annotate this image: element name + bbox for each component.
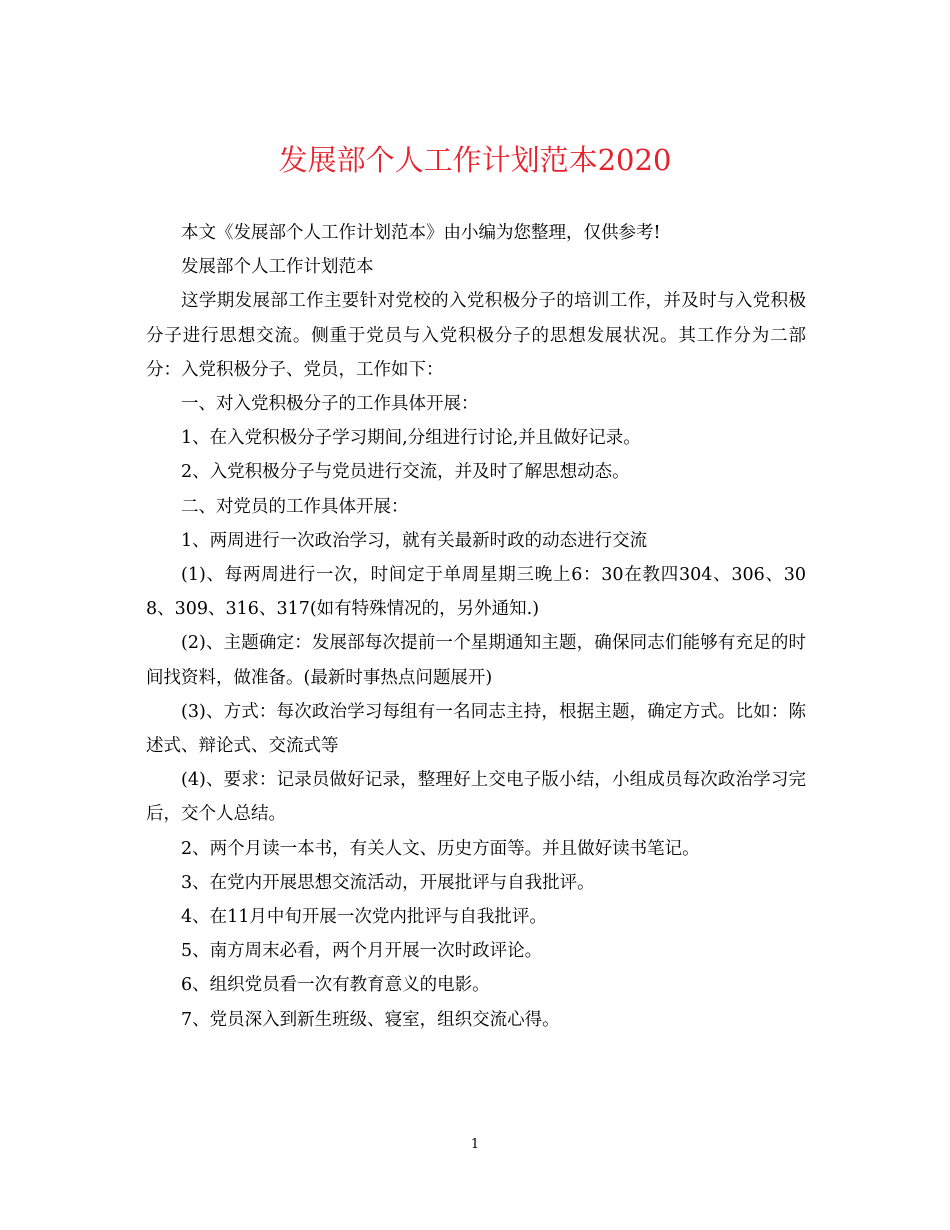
list-item: 3、在党内开展思想交流活动，开展批评与自我批评。	[181, 872, 595, 893]
list-item: 2、两个月读一本书，有关人文、历史方面等。并且做好读书笔记。	[181, 838, 700, 859]
intro-paragraph: 本文《发展部个人工作计划范本》由小编为您整理，仅供参考!	[181, 223, 661, 243]
list-item: 1、在入党积极分子学习期间,分组进行讨论,并且做好记录。	[181, 428, 641, 449]
list-item: 4、在11月中旬开展一次党内批评与自我批评。	[181, 907, 547, 928]
list-item: (1)、每两周进行一次，时间定于单周星期三晚上6：30在教四304、306、308、309、316、317(如有特殊情况的，另外通知.)	[146, 565, 806, 620]
list-item: (2)、主题确定：发展部每次提前一个星期通知主题，确保同志们能够有充足的时间找资料，做准备。(最新时事热点问题展开)	[146, 633, 806, 688]
document-body	[146, 216, 806, 1037]
list-item: (3)、方式：每次政治学习每组有一名同志主持，根据主题，确定方式。比如：陈述式、辩论式、交流式等	[146, 701, 806, 757]
page-number: 1	[470, 1137, 480, 1152]
list-item: 2、入党积极分子与党员进行交流，并及时了解思想动态。	[181, 462, 630, 483]
list-item: 5、南方周末必看，两个月开展一次时政评论。	[181, 941, 543, 962]
section-heading-1: 一、对入党积极分子的工作具体开展：	[181, 394, 479, 415]
list-item: 1、两周进行一次政治学习，就有关最新时政的动态进行交流	[181, 530, 648, 551]
document-title: 发展部个人工作计划范本2020	[278, 143, 672, 177]
list-item: 6、组织党员看一次有教育意义的电影。	[181, 975, 490, 996]
section-heading-2: 二、对党员的工作具体开展：	[181, 496, 409, 517]
subtitle-paragraph: 发展部个人工作计划范本	[181, 257, 374, 278]
list-item: (4)、要求：记录员做好记录，整理好上交电子版小结，小组成员每次政治学习完后，交个人总结。	[146, 770, 806, 825]
list-item: 7、党员深入到新生班级、寝室，组织交流心得。	[181, 1009, 560, 1030]
overview-paragraph: 这学期发展部工作主要针对党校的入党积极分子的培训工作，并及时与入党积极分子进行思想交流。侧重于党员与入党积极分子的思想发展状况。其工作分为二部分：入党积极分子、党员，工作如下：	[146, 291, 806, 380]
